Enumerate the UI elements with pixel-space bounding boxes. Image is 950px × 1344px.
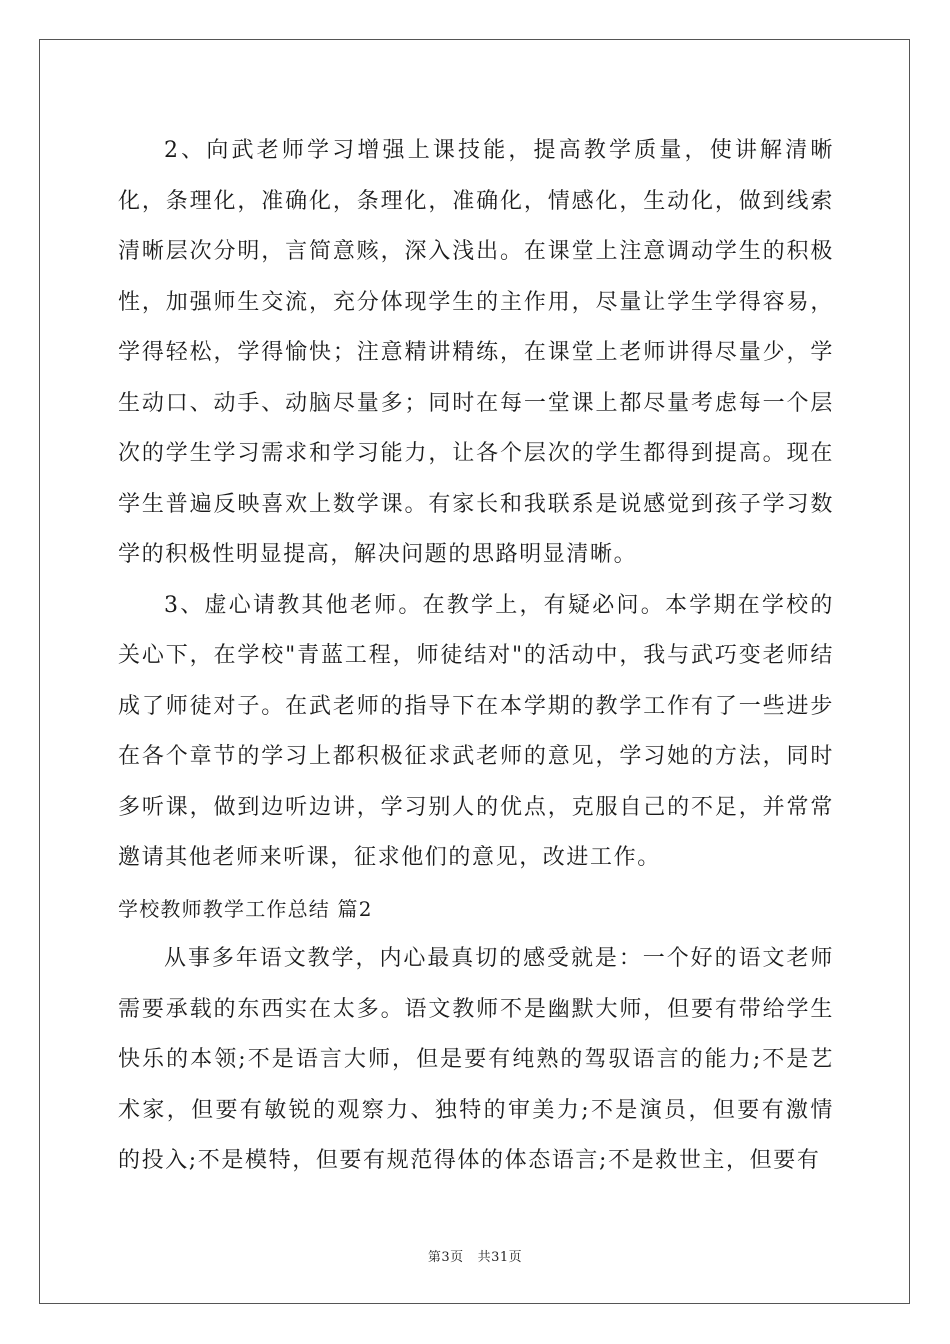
page-total: 共31页 bbox=[477, 1250, 523, 1265]
section-paragraph: 从事多年语文教学，内心最真切的感受就是：一个好的语文老师需要承载的东西实在太多。语文教师不是幽默大师，但要有带给学生快乐的本领;不是语言大师，但是要有纯熟的驾驭语言的能力;不是艺术家，但要有敏锐的观察力、独特的审美力;不是演员，但要有激情的投入;不是模特，但要有规范得体的体态语言;不是救世主，但要有 bbox=[118, 946, 834, 1173]
paragraph-2: 2、向武老师学习增强上课技能，提高教学质量，使讲解清晰化，条理化，准确化，条理化，准确化，情感化，生动化，做到线索清晰层次分明，言简意赅，深入浅出。在课堂上注意调动学生的积极性，加强师生交流，充分体现学生的主作用，尽量让学生学得容易，学得轻松，学得愉快；注意精讲精练，在课堂上老师讲得尽量少，学生动口、动手、动脑尽量多；同时在每一堂课上都尽量考虑每一个层次的学生学习需求和学习能力，让各个层次的学生都得到提高。现在学生普遍反映喜欢上数学课。有家长和我联系是说感觉到孩子学习数学的积极性明显提高，解决问题的思路明显清晰。 bbox=[118, 138, 834, 567]
paragraph-3: 3、虚心请教其他老师。在教学上，有疑必问。本学期在学校的关心下，在学校"青蓝工程，师徒结对"的活动中，我与武巧变老师结成了师徒对子。在武老师的指导下在本学期的教学工作有了一些进步在各个章节的学习上都积极征求武老师的意见，学习她的方法，同时多听课，做到边听边讲，学习别人的优点，克服自己的不足，并常常邀请其他老师来听课，征求他们的意见，改进工作。 bbox=[118, 592, 834, 870]
section-heading: 学校教师教学工作总结 篇2 bbox=[118, 896, 373, 921]
document-body bbox=[118, 126, 834, 1187]
page-footer bbox=[0, 1246, 950, 1265]
page-number: 第3页 bbox=[427, 1250, 464, 1265]
